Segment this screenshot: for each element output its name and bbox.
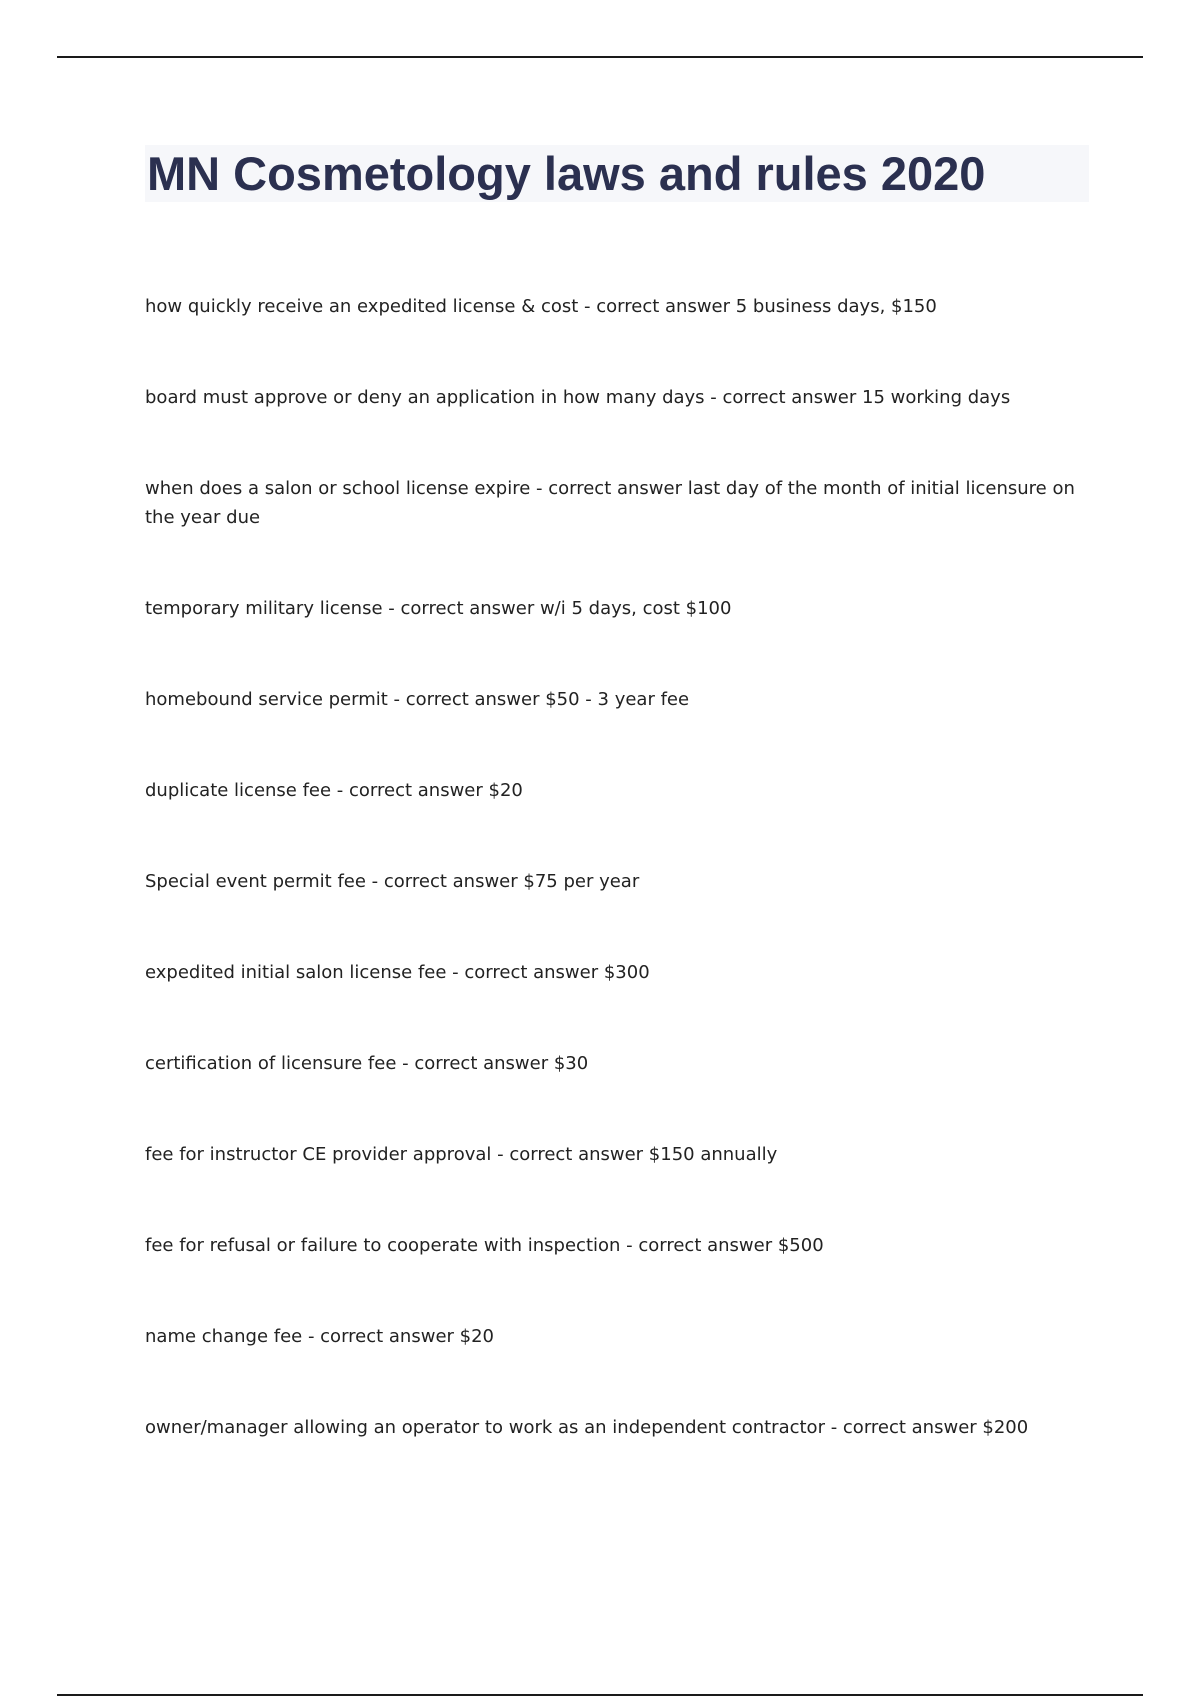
top-divider xyxy=(57,56,1143,58)
qa-list xyxy=(145,292,1075,1504)
qa-item-homebound-permit: homebound service permit - correct answer $50 - 3 year fee xyxy=(145,689,690,710)
qa-item-inspection-refusal-fee: fee for refusal or failure to cooperate with inspection - correct answer $500 xyxy=(145,1235,824,1256)
qa-item-military-license: temporary military license - correct answer w/i 5 days, cost $100 xyxy=(145,598,732,619)
qa-item-certification-fee: certification of licensure fee - correct answer $30 xyxy=(145,1053,589,1074)
qa-item-expedited-license: how quickly receive an expedited license & cost - correct answer 5 business days, $150 xyxy=(145,296,937,317)
qa-item-name-change-fee: name change fee - correct answer $20 xyxy=(145,1326,494,1347)
bottom-divider xyxy=(57,1694,1143,1696)
qa-item-expedited-salon-license: expedited initial salon license fee - correct answer $300 xyxy=(145,962,650,983)
page-title: MN Cosmetology laws and rules 2020 xyxy=(147,147,986,200)
qa-item-ce-provider-fee: fee for instructor CE provider approval - correct answer $150 annually xyxy=(145,1144,778,1165)
qa-item-duplicate-license: duplicate license fee - correct answer $20 xyxy=(145,780,523,801)
qa-item-special-event-permit: Special event permit fee - correct answer $75 per year xyxy=(145,871,640,892)
qa-item-application-approval: board must approve or deny an application in how many days - correct answer 15 working days xyxy=(145,387,1011,408)
qa-item-license-expiry: when does a salon or school license expire - correct answer last day of the month of initial licensure on the year due xyxy=(145,478,1075,528)
qa-item-independent-contractor: owner/manager allowing an operator to work as an independent contractor - correct answer $200 xyxy=(145,1417,1029,1438)
